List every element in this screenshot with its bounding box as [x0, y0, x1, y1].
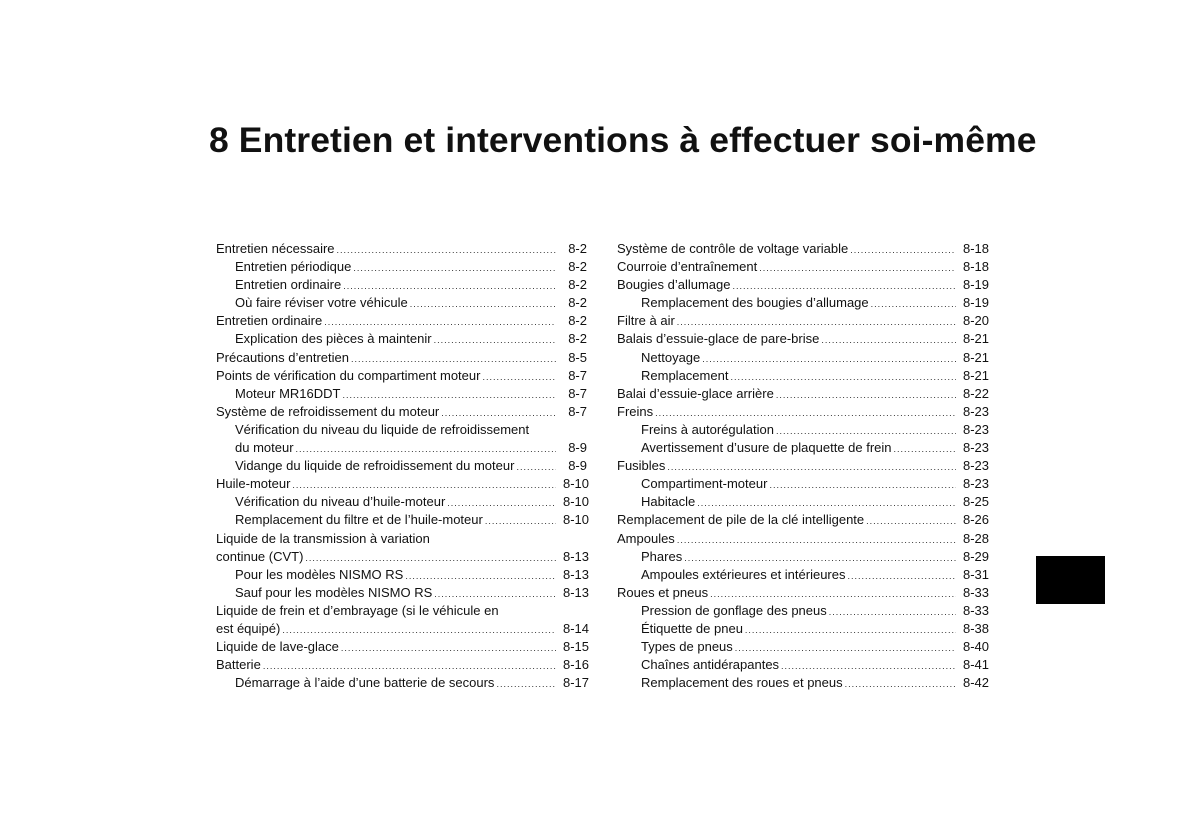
toc-page-number: 8-2 [568, 295, 587, 311]
toc-page-number: 8-5 [568, 349, 587, 365]
dot-leader [353, 259, 556, 277]
toc-page-number: 8-38 [963, 620, 990, 636]
toc-entry[interactable] [617, 566, 990, 584]
toc-entry-text: Roues et pneus [617, 584, 709, 600]
toc-page-number: 8-20 [963, 313, 990, 329]
toc-entry-text: Ampoules extérieures et intérieures [641, 566, 846, 582]
dot-leader [677, 313, 956, 331]
dot-leader [282, 621, 556, 639]
toc-entry[interactable] [617, 385, 990, 403]
toc-entry[interactable] [617, 475, 990, 493]
toc-entry[interactable] [216, 602, 590, 638]
toc-entry[interactable] [617, 367, 990, 385]
toc-entry[interactable] [216, 566, 590, 584]
toc-page-number: 8-28 [963, 530, 990, 546]
toc-entry-text: Entretien périodique [235, 259, 352, 275]
toc-page-number: 8-2 [568, 313, 587, 329]
toc-entry-text: Balai d’essuie-glace arrière [617, 385, 774, 401]
toc-page-number: 8-13 [563, 548, 590, 564]
toc-entry[interactable] [617, 294, 990, 312]
toc-entry[interactable] [617, 421, 990, 439]
toc-entry[interactable] [216, 240, 587, 258]
dot-leader [684, 549, 956, 567]
toc-page-number: 8-23 [963, 421, 990, 437]
toc-entry[interactable] [617, 439, 990, 457]
toc-entry-text: Compartiment-moteur [641, 476, 768, 492]
toc-right-column [617, 240, 990, 692]
toc-entry-text: Balais d’essuie-glace de pare-brise [617, 331, 820, 347]
toc-page-number: 8-7 [568, 403, 587, 419]
toc-entry-text: Système de contrôle de voltage variable [617, 241, 849, 256]
dot-leader [341, 639, 556, 657]
toc-page-number: 8-33 [963, 602, 990, 618]
toc-entry[interactable] [617, 602, 990, 620]
toc-page-number: 8-31 [963, 566, 990, 582]
dot-leader [305, 549, 556, 567]
toc-page-number: 8-23 [963, 440, 990, 456]
dot-leader [776, 422, 956, 440]
toc-entry[interactable] [216, 475, 590, 493]
dot-leader [485, 512, 556, 530]
toc-page-number: 8-10 [563, 476, 590, 492]
toc-page-number: 8-23 [963, 403, 990, 419]
toc-entry-text: Nettoyage [641, 349, 701, 365]
dot-leader [482, 368, 556, 386]
toc-entry-text: Explication des pièces à maintenir [235, 331, 432, 347]
dot-leader [702, 350, 956, 368]
dot-leader [848, 567, 957, 585]
toc-entry-text: Remplacement de pile de la clé intelligente [617, 512, 865, 528]
dot-leader [342, 386, 556, 404]
toc-entry[interactable] [216, 385, 587, 403]
dot-leader [496, 675, 556, 693]
toc-page-number: 8-18 [963, 259, 990, 275]
dot-leader [730, 368, 956, 386]
toc-entry[interactable] [617, 258, 990, 276]
dot-leader [829, 603, 956, 621]
toc-entry-text: est équipé) [216, 620, 281, 636]
toc-entry-text: Points de vérification du compartiment moteur [216, 367, 481, 383]
toc-page-number: 8-2 [568, 259, 587, 275]
toc-entry-text: Sauf pour les modèles NISMO RS [235, 584, 433, 600]
toc-page-number: 8-19 [963, 295, 990, 311]
toc-entry-text: Entretien nécessaire [216, 241, 335, 256]
toc-entry[interactable] [216, 294, 587, 312]
dot-leader [776, 386, 956, 404]
dot-leader [759, 259, 956, 277]
toc-page-number: 8-21 [963, 367, 990, 383]
dot-leader [263, 657, 556, 675]
toc-entry[interactable] [617, 330, 990, 348]
toc-entry[interactable] [617, 240, 990, 258]
toc-entry[interactable] [216, 511, 590, 529]
toc-page-number: 8-17 [563, 675, 590, 691]
toc-entry-text: Ampoules [617, 530, 675, 546]
toc-entry-text: Précautions d’entretien [216, 349, 349, 365]
dot-leader [516, 458, 556, 476]
toc-entry-text: Remplacement des roues et pneus [641, 675, 843, 691]
toc-entry[interactable] [617, 511, 990, 529]
toc-entry[interactable] [617, 403, 990, 421]
dot-leader [292, 476, 556, 494]
dot-leader [434, 331, 556, 349]
toc-entry[interactable] [216, 638, 590, 656]
dot-leader [351, 350, 556, 368]
toc-page-number: 8-10 [563, 512, 590, 528]
toc-entry[interactable] [617, 638, 990, 656]
dot-leader [821, 331, 956, 349]
toc-entry[interactable] [216, 276, 587, 294]
dot-leader [667, 458, 956, 476]
toc-entry[interactable] [216, 656, 590, 674]
dot-leader [324, 313, 556, 331]
dot-leader [697, 494, 956, 512]
toc-page-number: 8-16 [563, 657, 590, 673]
toc-entry[interactable] [617, 530, 990, 548]
toc-page-number: 8-40 [963, 639, 990, 655]
toc-page-number: 8-7 [568, 385, 587, 401]
toc-entry-text: Système de refroidissement du moteur [216, 403, 440, 419]
toc-entry-text: Entretien ordinaire [216, 313, 323, 329]
toc-entry-text: Pression de gonflage des pneus [641, 602, 827, 618]
toc-page-number: 8-9 [568, 458, 587, 474]
toc-page-number: 8-23 [963, 458, 990, 474]
toc-entry-text: Remplacement du filtre et de l’huile-moteur [235, 512, 483, 528]
dot-leader [410, 295, 556, 313]
toc-page-number: 8-21 [963, 331, 990, 347]
toc-entry-text: Vidange du liquide de refroidissement du moteur [235, 458, 515, 474]
toc-entry[interactable] [617, 349, 990, 367]
toc-page-number: 8-26 [963, 512, 990, 528]
dot-leader [866, 512, 956, 530]
toc-entry[interactable] [216, 367, 587, 385]
dot-leader [710, 585, 956, 603]
dot-leader [655, 404, 956, 422]
dot-leader [677, 531, 956, 549]
toc-entry[interactable] [216, 403, 587, 421]
toc-page-number: 8-25 [963, 494, 990, 510]
toc-entry[interactable] [617, 584, 990, 602]
toc-entry[interactable] [216, 349, 587, 367]
toc-left-column [216, 240, 590, 692]
dot-leader [735, 639, 956, 657]
chapter-title: 8 Entretien et interventions à effectuer soi-même [209, 120, 1037, 160]
toc-page-number: 8-2 [568, 241, 587, 256]
dot-leader [850, 241, 956, 259]
dot-leader [845, 675, 956, 693]
dot-leader [447, 494, 556, 512]
toc-page-number: 8-10 [563, 494, 590, 510]
toc-entry[interactable] [216, 421, 587, 457]
toc-entry-text: Avertissement d’usure de plaquette de frein [641, 440, 892, 456]
toc-page-number: 8-33 [963, 584, 990, 600]
dot-leader [441, 404, 556, 422]
toc-entry[interactable] [216, 258, 587, 276]
dot-leader [296, 440, 556, 458]
toc-entry-text: Batterie [216, 657, 261, 673]
toc-page-number: 8-7 [568, 367, 587, 383]
toc-entry[interactable] [617, 276, 990, 294]
toc-page-number: 8-41 [963, 657, 990, 673]
toc-entry-text: continue (CVT) [216, 548, 304, 564]
dot-leader [871, 295, 956, 313]
toc-entry-text: Freins [617, 403, 654, 419]
toc-page-number: 8-42 [963, 675, 990, 691]
toc-page-number: 8-23 [963, 476, 990, 492]
toc-entry-text: du moteur [235, 440, 294, 456]
toc-entry-text: Freins à autorégulation [641, 421, 774, 437]
toc-page-number: 8-19 [963, 277, 990, 293]
toc-entry-text: Étiquette de pneu [641, 620, 743, 636]
dot-leader [745, 621, 956, 639]
dot-leader [732, 277, 956, 295]
toc-entry[interactable] [617, 656, 990, 674]
toc-entry[interactable] [216, 457, 587, 475]
toc-page-number: 8-18 [963, 241, 990, 256]
toc-entry-text: Remplacement [641, 367, 729, 383]
toc-entry[interactable] [216, 330, 587, 348]
toc-entry-text: Démarrage à l’aide d’une batterie de secours [235, 675, 495, 691]
toc-entry-text: Entretien ordinaire [235, 277, 342, 293]
toc-entry-text: Bougies d’allumage [617, 277, 731, 293]
toc-entry[interactable] [617, 674, 990, 692]
toc-page-number: 8-22 [963, 385, 990, 401]
dot-leader [769, 476, 956, 494]
toc-entry[interactable] [617, 548, 990, 566]
toc-entry[interactable] [216, 493, 590, 511]
toc-entry-text: Fusibles [617, 458, 666, 474]
toc-page-number: 8-21 [963, 349, 990, 365]
toc-entry-text: Chaînes antidérapantes [641, 657, 780, 673]
toc-page-number: 8-2 [568, 331, 587, 347]
toc-entry-text: Remplacement des bougies d’allumage [641, 295, 869, 311]
toc-entry[interactable] [216, 674, 590, 692]
toc-page-number: 8-13 [563, 584, 590, 600]
toc-entry-text: Huile-moteur [216, 476, 291, 492]
toc-entry-text: Vérification du niveau du liquide de refroidissement [235, 421, 530, 437]
dot-leader [337, 241, 556, 259]
toc-entry-text: Courroie d’entraînement [617, 259, 758, 275]
toc-entry-text: Pour les modèles NISMO RS [235, 566, 404, 582]
toc-entry-text: Phares [641, 548, 683, 564]
toc-entry[interactable] [617, 312, 990, 330]
dot-leader [405, 567, 556, 585]
toc-entry[interactable] [617, 493, 990, 511]
toc-page-number: 8-29 [963, 548, 990, 564]
toc-entry[interactable] [216, 530, 590, 566]
toc-page-number: 8-13 [563, 566, 590, 582]
toc-page-number: 8-15 [563, 639, 590, 655]
dot-leader [434, 585, 556, 603]
toc-page-number: 8-2 [568, 277, 587, 293]
toc-entry-text: Liquide de lave-glace [216, 639, 339, 655]
dot-leader [781, 657, 956, 675]
toc-page-number: 8-9 [568, 440, 587, 456]
toc-entry[interactable] [617, 457, 990, 475]
toc-entry-text: Moteur MR16DDT [235, 385, 341, 401]
dot-leader [894, 440, 956, 458]
toc-entry-text: Habitacle [641, 494, 696, 510]
toc-entry-text: Où faire réviser votre véhicule [235, 295, 408, 311]
toc-entry[interactable] [617, 620, 990, 638]
toc-entry-text: Types de pneus [641, 639, 733, 655]
toc-entry[interactable] [216, 312, 587, 330]
toc-page-number: 8-14 [563, 620, 590, 636]
dot-leader [343, 277, 556, 295]
toc-entry-text: Liquide de la transmission à variation [216, 530, 430, 546]
toc-entry-text: Filtre à air [617, 313, 675, 329]
toc-entry-text: Vérification du niveau d’huile-moteur [235, 494, 446, 510]
toc-entry[interactable] [216, 584, 590, 602]
toc-entry-text: Liquide de frein et d’embrayage (si le véhicule en [216, 602, 499, 618]
chapter-tab-marker [1036, 556, 1105, 604]
